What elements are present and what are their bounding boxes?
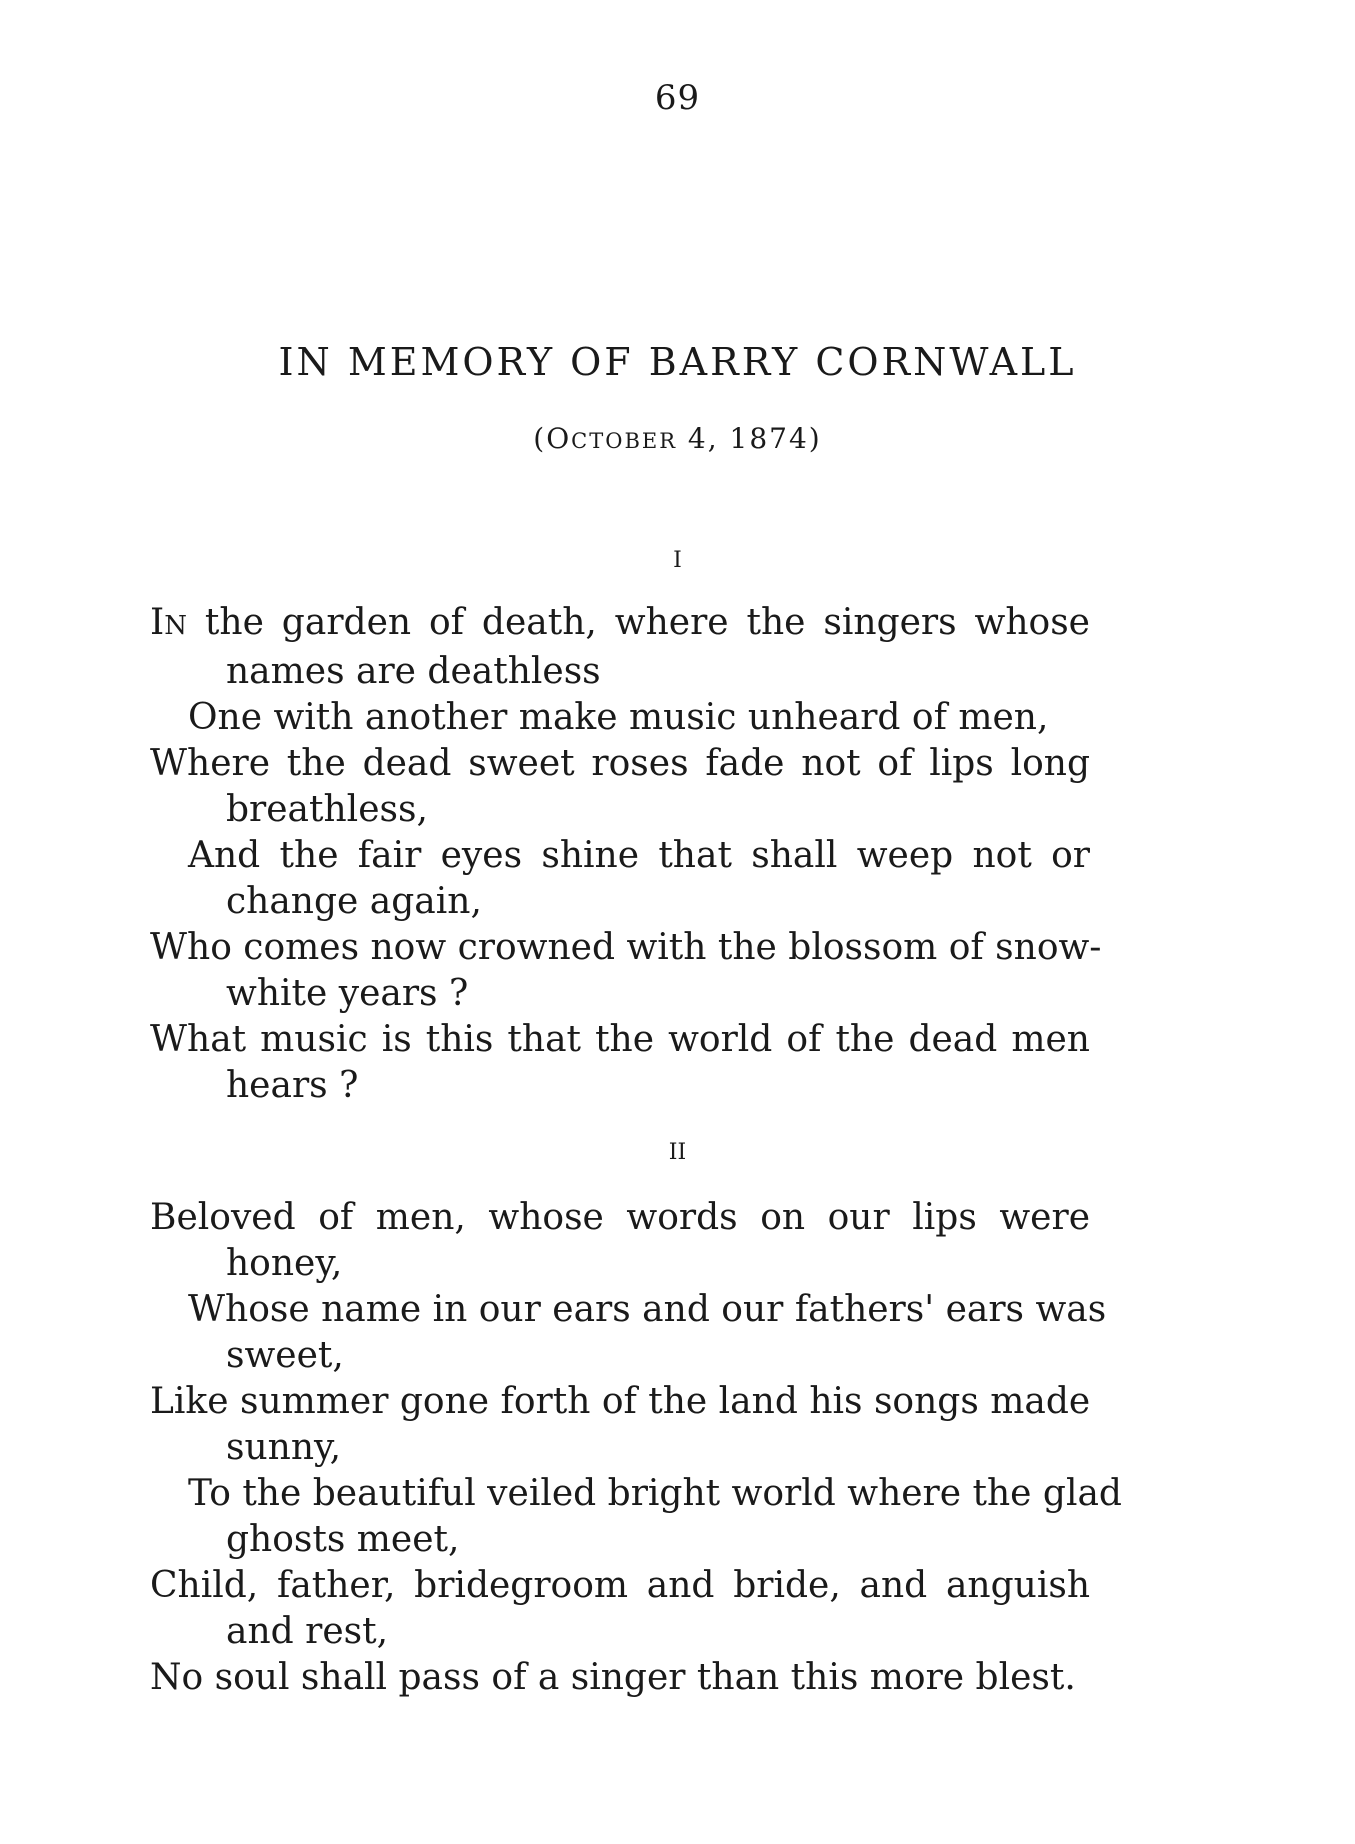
page-number: 69 (654, 78, 701, 118)
poem-line: sweet, (226, 1335, 344, 1376)
date-month-rest: CTOBER (571, 429, 678, 453)
poem-line: honey, (226, 1243, 343, 1284)
poem-line: Beloved of men, whose words on our lips were (150, 1197, 1090, 1238)
poem-line: And the fair eyes shine that shall weep not or (188, 835, 1090, 876)
poem-line: Who comes now crowned with the blossom of snow- (150, 927, 1102, 968)
drop-cap: I (150, 602, 165, 643)
poem-line: breathless, (226, 789, 428, 830)
poem-line: To the beautiful veiled bright world where the glad (188, 1473, 1122, 1514)
line-text: the garden of death, where the singers whose (186, 602, 1090, 643)
stanza-1 (150, 600, 1102, 1109)
small-cap-text: N (164, 611, 187, 641)
poem-line: Child, father, bridegroom and bride, and anguish (150, 1565, 1090, 1606)
date-month-initial: O (546, 422, 572, 455)
poem-line: names are deathless (226, 651, 601, 692)
poem-line: One with another make music unheard of men, (188, 697, 1049, 738)
poem-line: and rest, (226, 1611, 389, 1652)
poem-line: Where the dead sweet roses fade not of lips long (150, 743, 1090, 784)
poem-line: Whose name in our ears and our fathers' ears was (188, 1289, 1107, 1330)
poem-line: sunny, (226, 1427, 342, 1468)
stanza-2 (150, 1195, 1122, 1701)
poem-line (150, 600, 1090, 649)
poem-line: No soul shall pass of a singer than this more blest. (150, 1657, 1076, 1698)
date-day-year: 4, 1874) (677, 422, 822, 455)
poem-line: hears ? (226, 1065, 359, 1106)
poem-title: IN MEMORY OF BARRY CORNWALL (278, 340, 1077, 384)
poem-line: change again, (226, 881, 482, 922)
poem-line: white years ? (226, 973, 469, 1014)
poem-date (0, 422, 1355, 455)
section-numeral-2: II (668, 1140, 687, 1165)
poem-line: ghosts meet, (226, 1519, 460, 1560)
date-open-paren: ( (533, 422, 547, 455)
poem-line: What music is this that the world of the dead men (150, 1019, 1090, 1060)
section-numeral-1: I (673, 548, 682, 573)
poem-line: Like summer gone forth of the land his songs made (150, 1381, 1091, 1422)
